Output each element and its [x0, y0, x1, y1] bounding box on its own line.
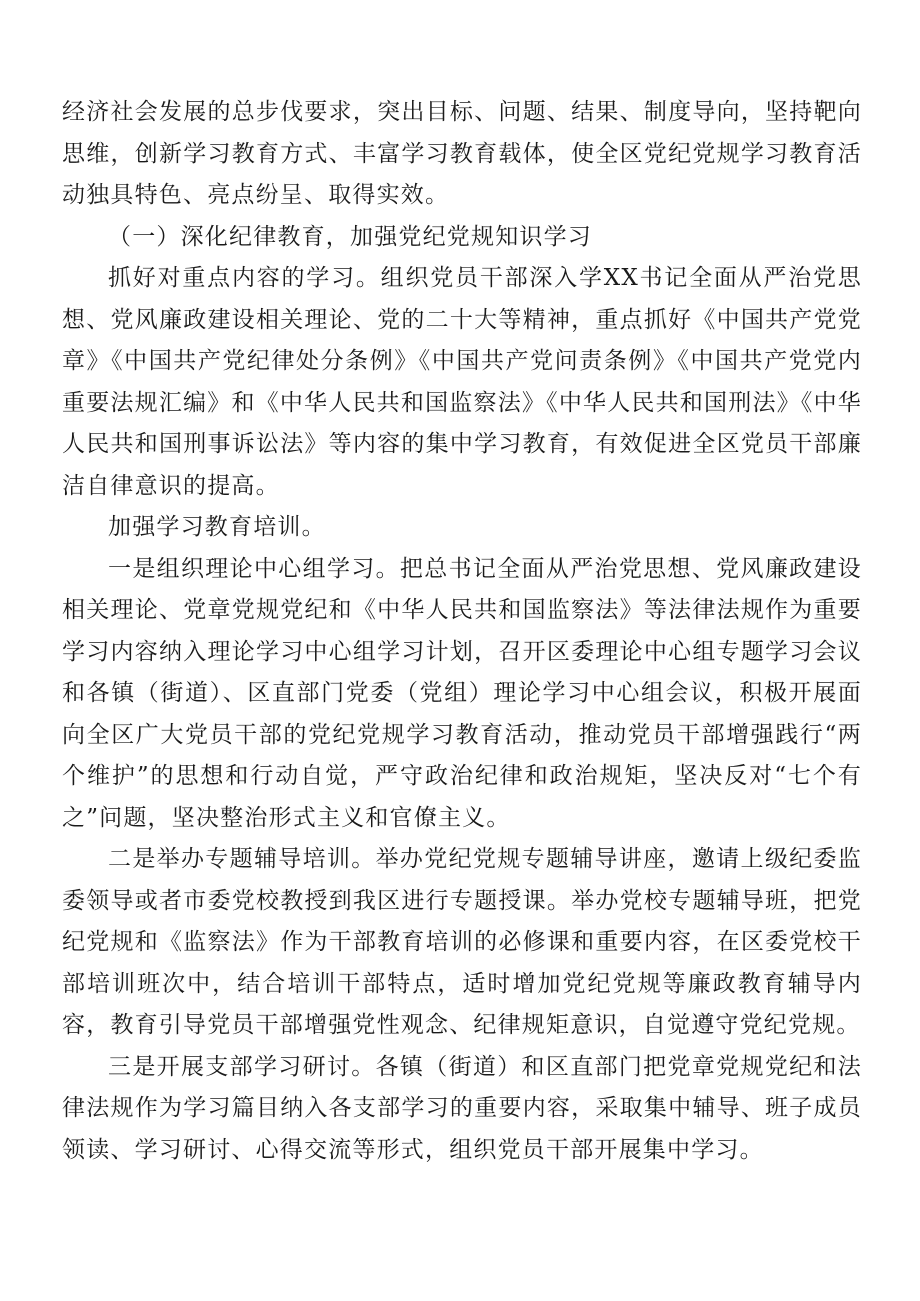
- paragraph-intro-continuation: 经济社会发展的总步伐要求，突出目标、问题、结果、制度导向，坚持靶向思维，创新学习教育方式、丰富学习教育载体，使全区党纪党规学习教育活动独具特色、亮点纷呈、取得实效。: [62, 99, 862, 208]
- section-heading: （一）深化纪律教育，加强党纪党规知识学习: [108, 223, 592, 250]
- paragraph-branch-study: 三是开展支部学习研讨。各镇（街道）和区直部门把党章党规党纪和法律法规作为学习篇目纳入各支部学习的重要内容，采取集中辅导、班子成员领读、学习研讨、心得交流等形式，组织党员干部开展集中学习。: [62, 1053, 862, 1163]
- paragraph-theory-group-study: 一是组织理论中心组学习。把总书记全面从严治党思想、党风廉政建设相关理论、党章党规党纪和《中华人民共和国监察法》等法律法规作为重要学习内容纳入理论学习中心组学习计划，召开区委理论中心组专题学习会议和各镇（街道）、区直部门党委（党组）理论学习中心组会议，积极开展面向全区广大党员干部的党纪党规学习教育活动，推动党员干部增强践行“两个维护”的思想和行动自觉，严守政治纪律和政治规矩，坚决反对“七个有之”问题，坚决整治形式主义和官僚主义。: [62, 555, 862, 831]
- paragraph-key-content-study: 抓好对重点内容的学习。组织党员干部深入学XX书记全面从严治党思想、党风廉政建设相关理论、党的二十大等精神，重点抓好《中国共产党党章》《中国共产党纪律处分条例》《中国共产党问责条例》《中国共产党党内重要法规汇编》和《中华人民共和国监察法》《中华人民共和国刑法》《中华人民共和国刑事诉讼法》等内容的集中学习教育，有效促进全区党员干部廉洁自律意识的提高。: [62, 265, 862, 499]
- paragraph-training-heading: 加强学习教育培训。: [108, 514, 326, 540]
- document-body: [62, 92, 862, 1171]
- paragraph-special-training: 二是举办专题辅导培训。举办党纪党规专题辅导讲座，邀请上级纪委监委领导或者市委党校教授到我区进行专题授课。举办党校专题辅导班，把党纪党规和《监察法》作为干部教育培训的必修课和重要内容，在区委党校干部培训班次中，结合培训干部特点，适时增加党纪党规等廉政教育辅导内容，教育引导党员干部增强党性观念、纪律规矩意识，自觉遵守党纪党规。: [62, 846, 862, 1038]
